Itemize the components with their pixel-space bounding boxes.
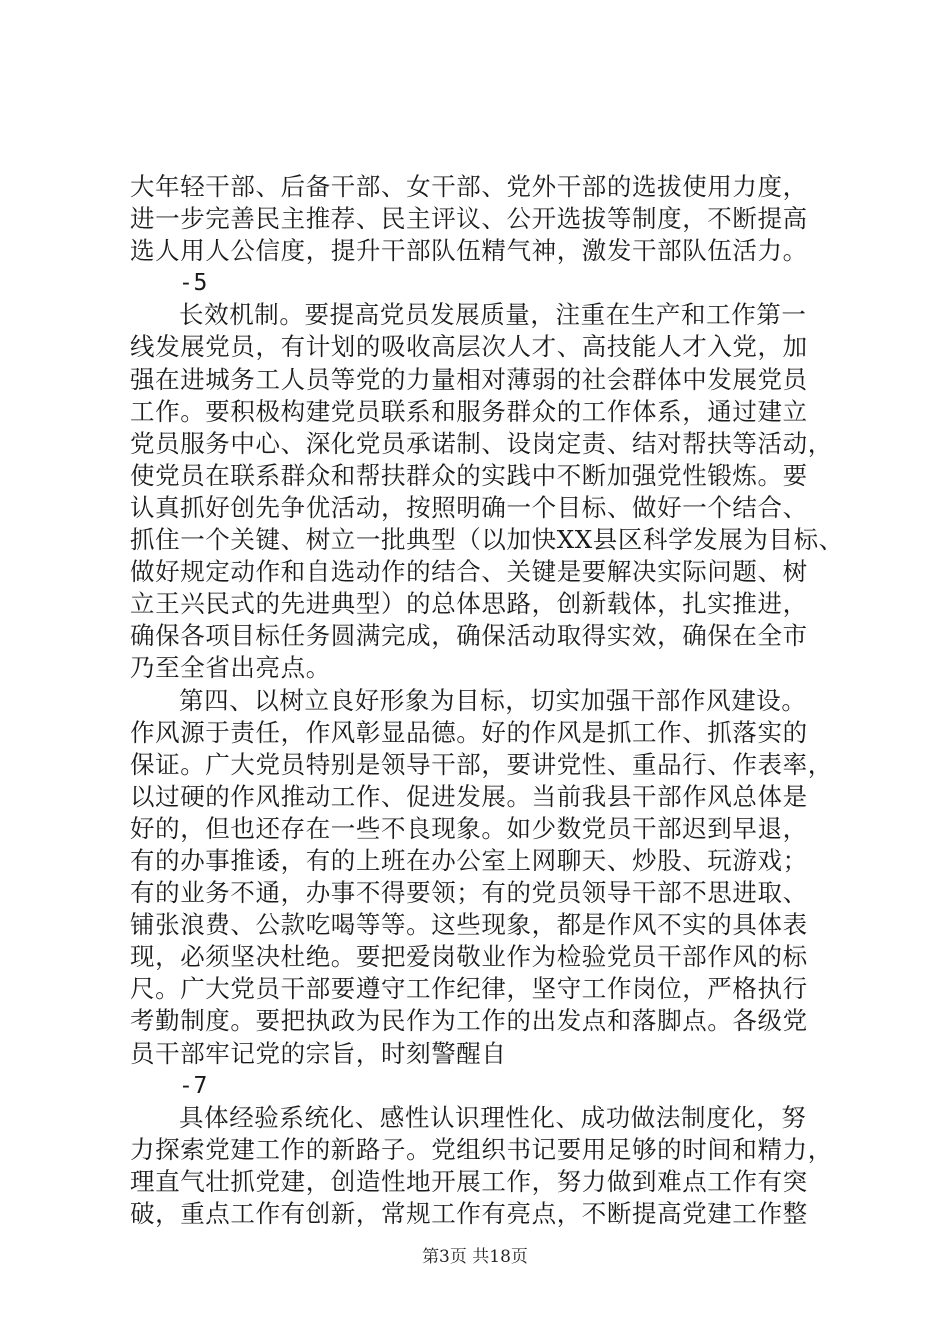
text-line: 破，重点工作有创新，常规工作有亮点，不断提高党建工作整 xyxy=(130,1199,808,1228)
text-line: 线发展党员，有计划的吸收高层次人才、高技能人才入党，加 xyxy=(130,332,808,362)
text-line: 有的业务不通，办事不得要领；有的党员领导干部不思进取、 xyxy=(130,878,808,908)
text-line: 强在进城务工人员等党的力量相对薄弱的社会群体中发展党员 xyxy=(130,364,808,394)
text-line: 考勤制度。要把执政为民作为工作的出发点和落脚点。各级党 xyxy=(130,1006,808,1036)
text-line: 工作。要积极构建党员联系和服务群众的工作体系，通过建立 xyxy=(130,396,808,426)
text-line: 党员服务中心、深化党员承诺制、设岗定责、结对帮扶等活动， xyxy=(130,428,833,458)
text-line: 铺张浪费、公款吃喝等等。这些现象，都是作风不实的具体表 xyxy=(130,910,808,940)
text-line: 认真抓好创先争优活动，按照明确一个目标、做好一个结合、 xyxy=(130,492,808,522)
text-line: 进一步完善民主推荐、民主评议、公开选拔等制度，不断提高 xyxy=(130,204,808,234)
text-line: 力探索党建工作的新路子。党组织书记要用足够的时间和精力， xyxy=(130,1134,833,1164)
text-line: 大年轻干部、后备干部、女干部、党外干部的选拔使用力度， xyxy=(130,172,808,201)
text-line: 员干部牢记党的宗旨，时刻警醒自 xyxy=(130,1038,507,1068)
paragraph-start: 具体经验系统化、感性认识理性化、成功做法制度化，努 xyxy=(179,1102,807,1132)
text-line: 抓住一个关键、树立一批典型（以加快XX县区科学发展为目标、 xyxy=(130,525,844,555)
text-line: 做好规定动作和自选动作的结合、关键是要解决实际问题、树 xyxy=(130,557,808,587)
section-marker: -5 xyxy=(179,270,208,297)
text-line: 使党员在联系群众和帮扶群众的实践中不断加强党性锻炼。要 xyxy=(130,460,808,490)
text-line: 好的，但也还存在一些不良现象。如少数党员干部迟到早退， xyxy=(130,813,808,843)
body-text xyxy=(130,171,844,1230)
section-marker: -7 xyxy=(179,1072,208,1099)
text-line: 现，必须坚决杜绝。要把爱岗敬业作为检验党员干部作风的标 xyxy=(130,942,808,972)
text-line: 选人用人公信度，提升干部队伍精气神，激发干部队伍活力。 xyxy=(130,236,808,266)
text-line: 保证。广大党员特别是领导干部，要讲党性、重品行、作表率， xyxy=(130,749,833,779)
text-line: 作风源于责任，作风彰显品德。好的作风是抓工作、抓落实的 xyxy=(130,717,808,747)
text-line: 尺。广大党员干部要遵守工作纪律，坚守工作岗位，严格执行 xyxy=(130,974,808,1004)
page-number-footer: 第3页 共18页 xyxy=(422,1247,528,1267)
text-line: 理直气壮抓党建，创造性地开展工作，努力做到难点工作有突 xyxy=(130,1166,808,1196)
text-line: 乃至全省出亮点。 xyxy=(130,653,331,683)
text-line: 以过硬的作风推动工作、促进发展。当前我县干部作风总体是 xyxy=(130,781,808,811)
text-line: 确保各项目标任务圆满完成，确保活动取得实效，确保在全市 xyxy=(130,621,808,651)
text-line: 立王兴民式的先进典型）的总体思路，创新载体，扎实推进， xyxy=(130,589,808,619)
text-line: 有的办事推诿，有的上班在办公室上网聊天、炒股、玩游戏； xyxy=(130,845,808,875)
paragraph-start: 长效机制。要提高党员发展质量，注重在生产和工作第一 xyxy=(179,300,807,330)
paragraph-start: 第四、以树立良好形象为目标，切实加强干部作风建设。 xyxy=(179,685,807,715)
